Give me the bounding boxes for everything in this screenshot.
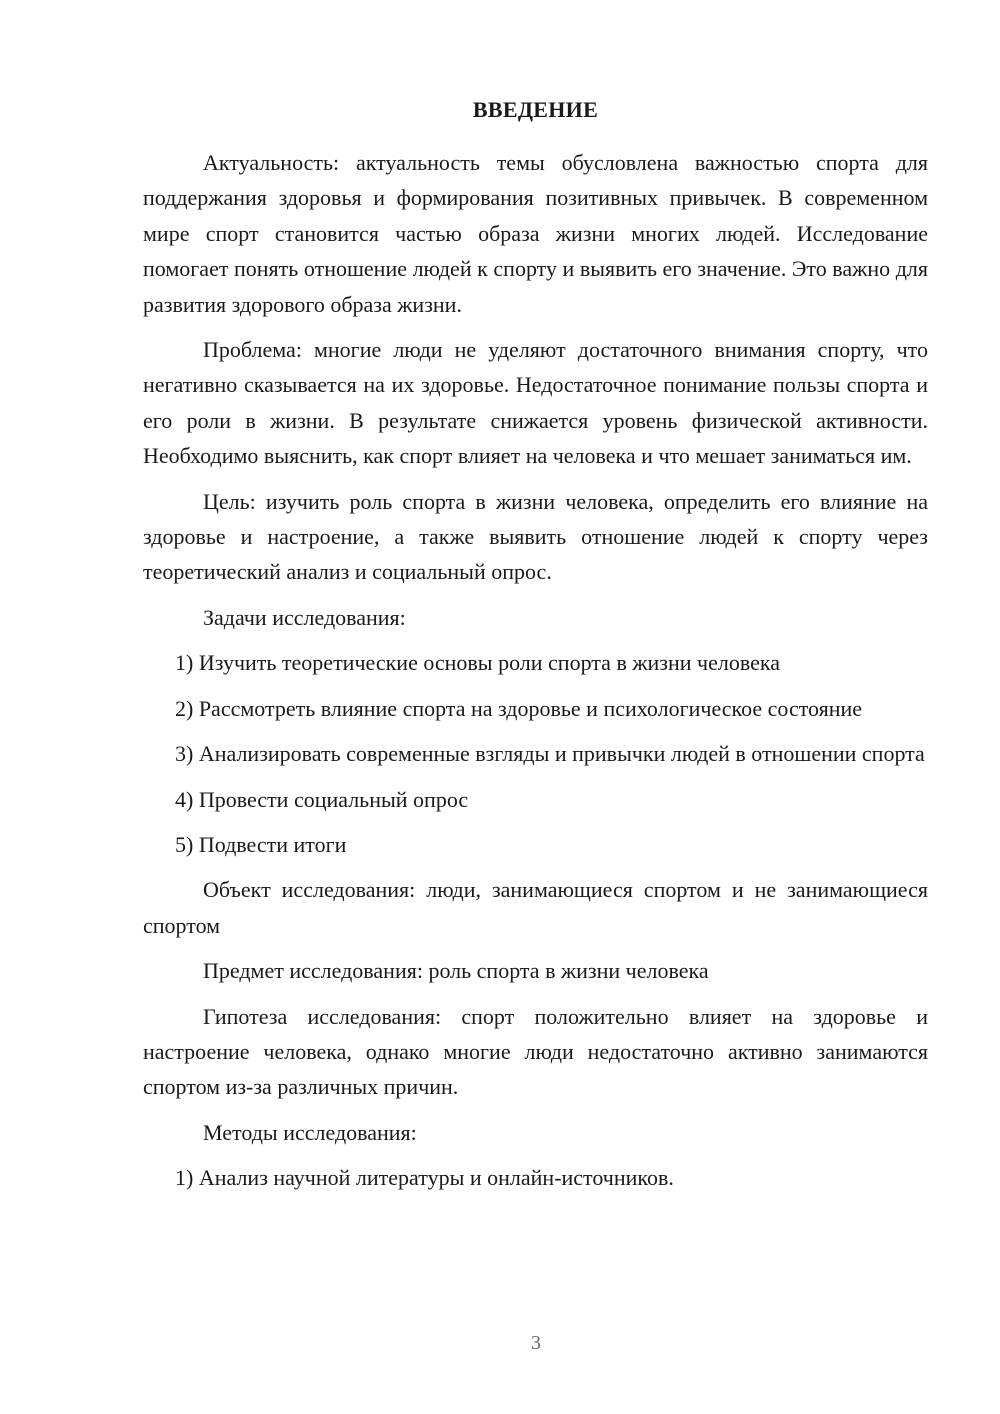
- method-item-1: 1) Анализ научной литературы и онлайн-источников.: [175, 1165, 674, 1191]
- paragraph-tasks-heading: Задачи исследования:: [203, 604, 406, 630]
- paragraph-hypothesis: Гипотеза исследования: спорт положительно влияет на здоровье и настроение человека, однако многие люди недостаточно активно занимаются спортом из-за различных причин.: [143, 1003, 928, 1100]
- page-number: 3: [531, 1332, 541, 1354]
- task-item-4: 4) Провести социальный опрос: [175, 786, 469, 812]
- paragraph-relevance: Актуальность: актуальность темы обусловлена важностью спорта для поддержания здоровья и формирования позитивных привычек. В современном мире спорт становится частью образа жизни многих людей. Исследование помогает понять отношение людей к спорту и выявить его значение. Это важно для развития здорового образа жизни.: [143, 150, 928, 317]
- paragraph-methods-heading: Методы исследования:: [203, 1119, 417, 1145]
- section-title: ВВЕДЕНИЕ: [472, 97, 599, 122]
- paragraph-subject: Предмет исследования: роль спорта в жизни человека: [203, 958, 709, 984]
- document-page: [143, 95, 928, 1206]
- task-item-2: 2) Рассмотреть влияние спорта на здоровье и психологическое состояние: [175, 695, 863, 721]
- paragraph-problem: Проблема: многие люди не уделяют достаточного внимания спорту, что негативно сказывается на их здоровье. Недостаточное понимание пользы спорта и его роли в жизни. В результате снижается уровень физической активности. Необходимо выяснить, как спорт влияет на человека и что мешает заниматься им.: [143, 337, 928, 469]
- task-item-3: 3) Анализировать современные взгляды и привычки людей в отношении спорта: [175, 741, 925, 767]
- task-item-1: 1) Изучить теоретические основы роли спорта в жизни человека: [175, 650, 780, 676]
- task-item-5: 5) Подвести итоги: [175, 831, 347, 857]
- paragraph-object: Объект исследования: люди, занимающиеся спортом и не занимающиеся спортом: [143, 877, 928, 938]
- paragraph-goal: Цель: изучить роль спорта в жизни человека, определить его влияние на здоровье и настроение, а также выявить отношение людей к спорту через теоретический анализ и социальный опрос.: [143, 488, 928, 585]
